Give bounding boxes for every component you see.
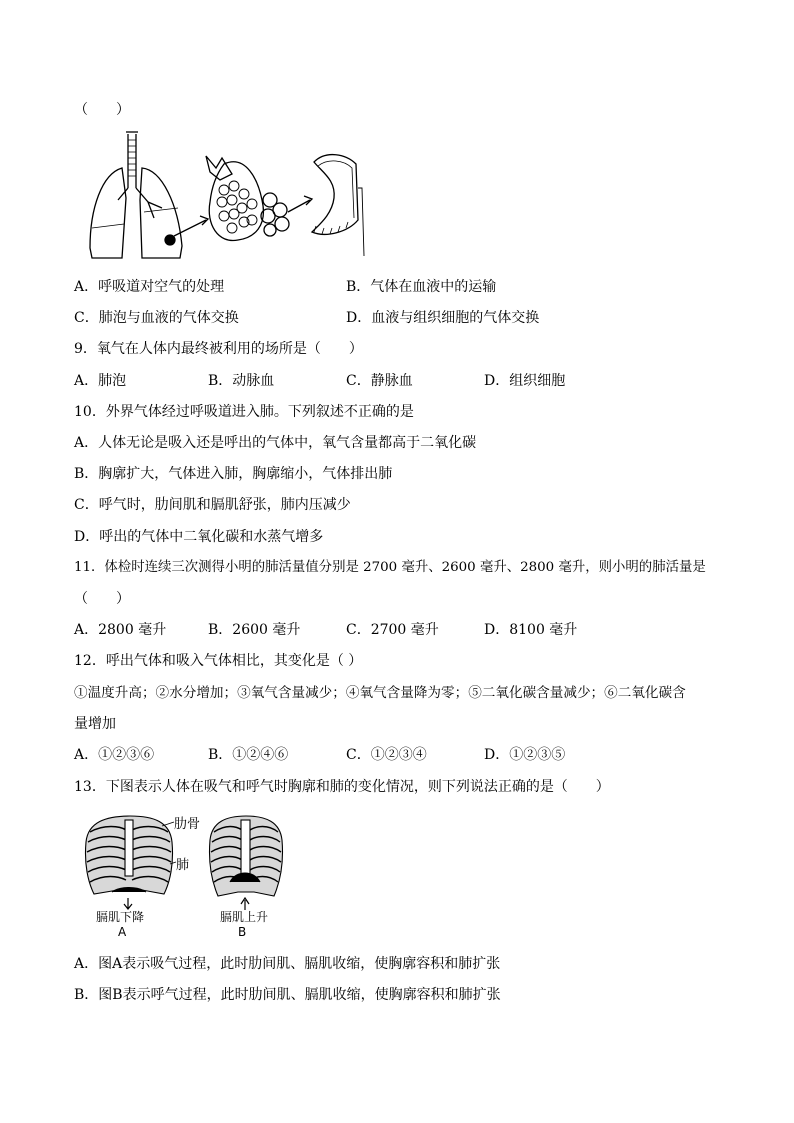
q12-option-a: A．①②③⑥ [74,747,155,763]
q13-stem: 13．下图表示人体在吸气和呼气时胸廓和肺的变化情况，则下列说法正确的是（ ） [74,779,610,795]
rib-label: 肋骨 [174,817,201,832]
q8-answer-paren: （ ） [74,102,130,118]
q12-option-b: B．①②④⑥ [208,747,289,763]
q9-stem: 9．氧气在人体内最终被利用的场所是（ ） [74,341,363,357]
q10-option-c: C．呼气时，肋间肌和膈肌舒张，肺内压减少 [74,497,351,513]
q9-option-c: C．静脉血 [346,373,413,389]
q13-option-b: B．图B表示呼气过程，此时肋间肌、膈肌收缩，使胸廓容积和肺扩张 [74,987,501,1003]
q8-option-d: D．血液与组织细胞的气体交换 [346,310,540,326]
q11-option-c: C．2700 毫升 [346,622,439,638]
q11-stem: 11．体检时连续三次测得小明的肺活量值分别是 2700 毫升、2600 毫升、2800 毫升，则小明的肺活量是 [74,560,706,575]
q8-option-c: C．肺泡与血液的气体交换 [74,310,239,326]
q12-statement-line2: 量增加 [74,716,116,732]
figure-b-letter: B [238,925,247,939]
q12-option-c: C．①②③④ [346,747,427,763]
q8-option-a: A．呼吸道对空气的处理 [74,279,225,295]
q11-option-b: B．2600 毫升 [208,622,301,638]
figure-b-caption: 膈肌上升 [220,910,269,924]
q11-option-a: A．2800 毫升 [74,622,167,638]
q10-option-b: B．胸廓扩大，气体进入肺，胸廓缩小，气体排出肺 [74,466,393,482]
lung-label: 肺 [176,858,190,873]
figure-a-letter: A [118,925,127,939]
q13-option-a: A．图A表示吸气过程，此时肋间肌、膈肌收缩，使胸廓容积和肺扩张 [74,956,501,972]
q9-option-b: B．动脉血 [208,373,275,389]
figure-a-caption: 膈肌下降 [96,910,145,924]
respiratory-figure [82,128,372,270]
q10-stem: 10．外界气体经过呼吸道进入肺。下列叙述不正确的是 [74,404,414,420]
q9-option-a: A．肺泡 [74,373,127,389]
q12-statement-line1: ①温度升高；②水分增加；③氧气含量减少；④氧气含量降为零；⑤二氧化碳含量减少；⑥二氧化碳含 [74,685,686,701]
q11-option-d: D．8100 毫升 [484,622,578,638]
q12-option-d: D．①②③⑤ [484,747,566,763]
q10-option-a: A．人体无论是吸入还是呼出的气体中，氧气含量都高于二氧化碳 [74,435,477,451]
q11-answer-paren: （ ） [74,591,130,607]
ribcage-figure [78,812,308,942]
q8-option-b: B．气体在血液中的运输 [346,279,497,295]
q10-option-d: D．呼出的气体中二氧化碳和水蒸气增多 [74,529,324,545]
q12-stem: 12．呼出气体和吸入气体相比，其变化是（ ） [74,653,363,669]
q9-option-d: D．组织细胞 [484,373,566,389]
